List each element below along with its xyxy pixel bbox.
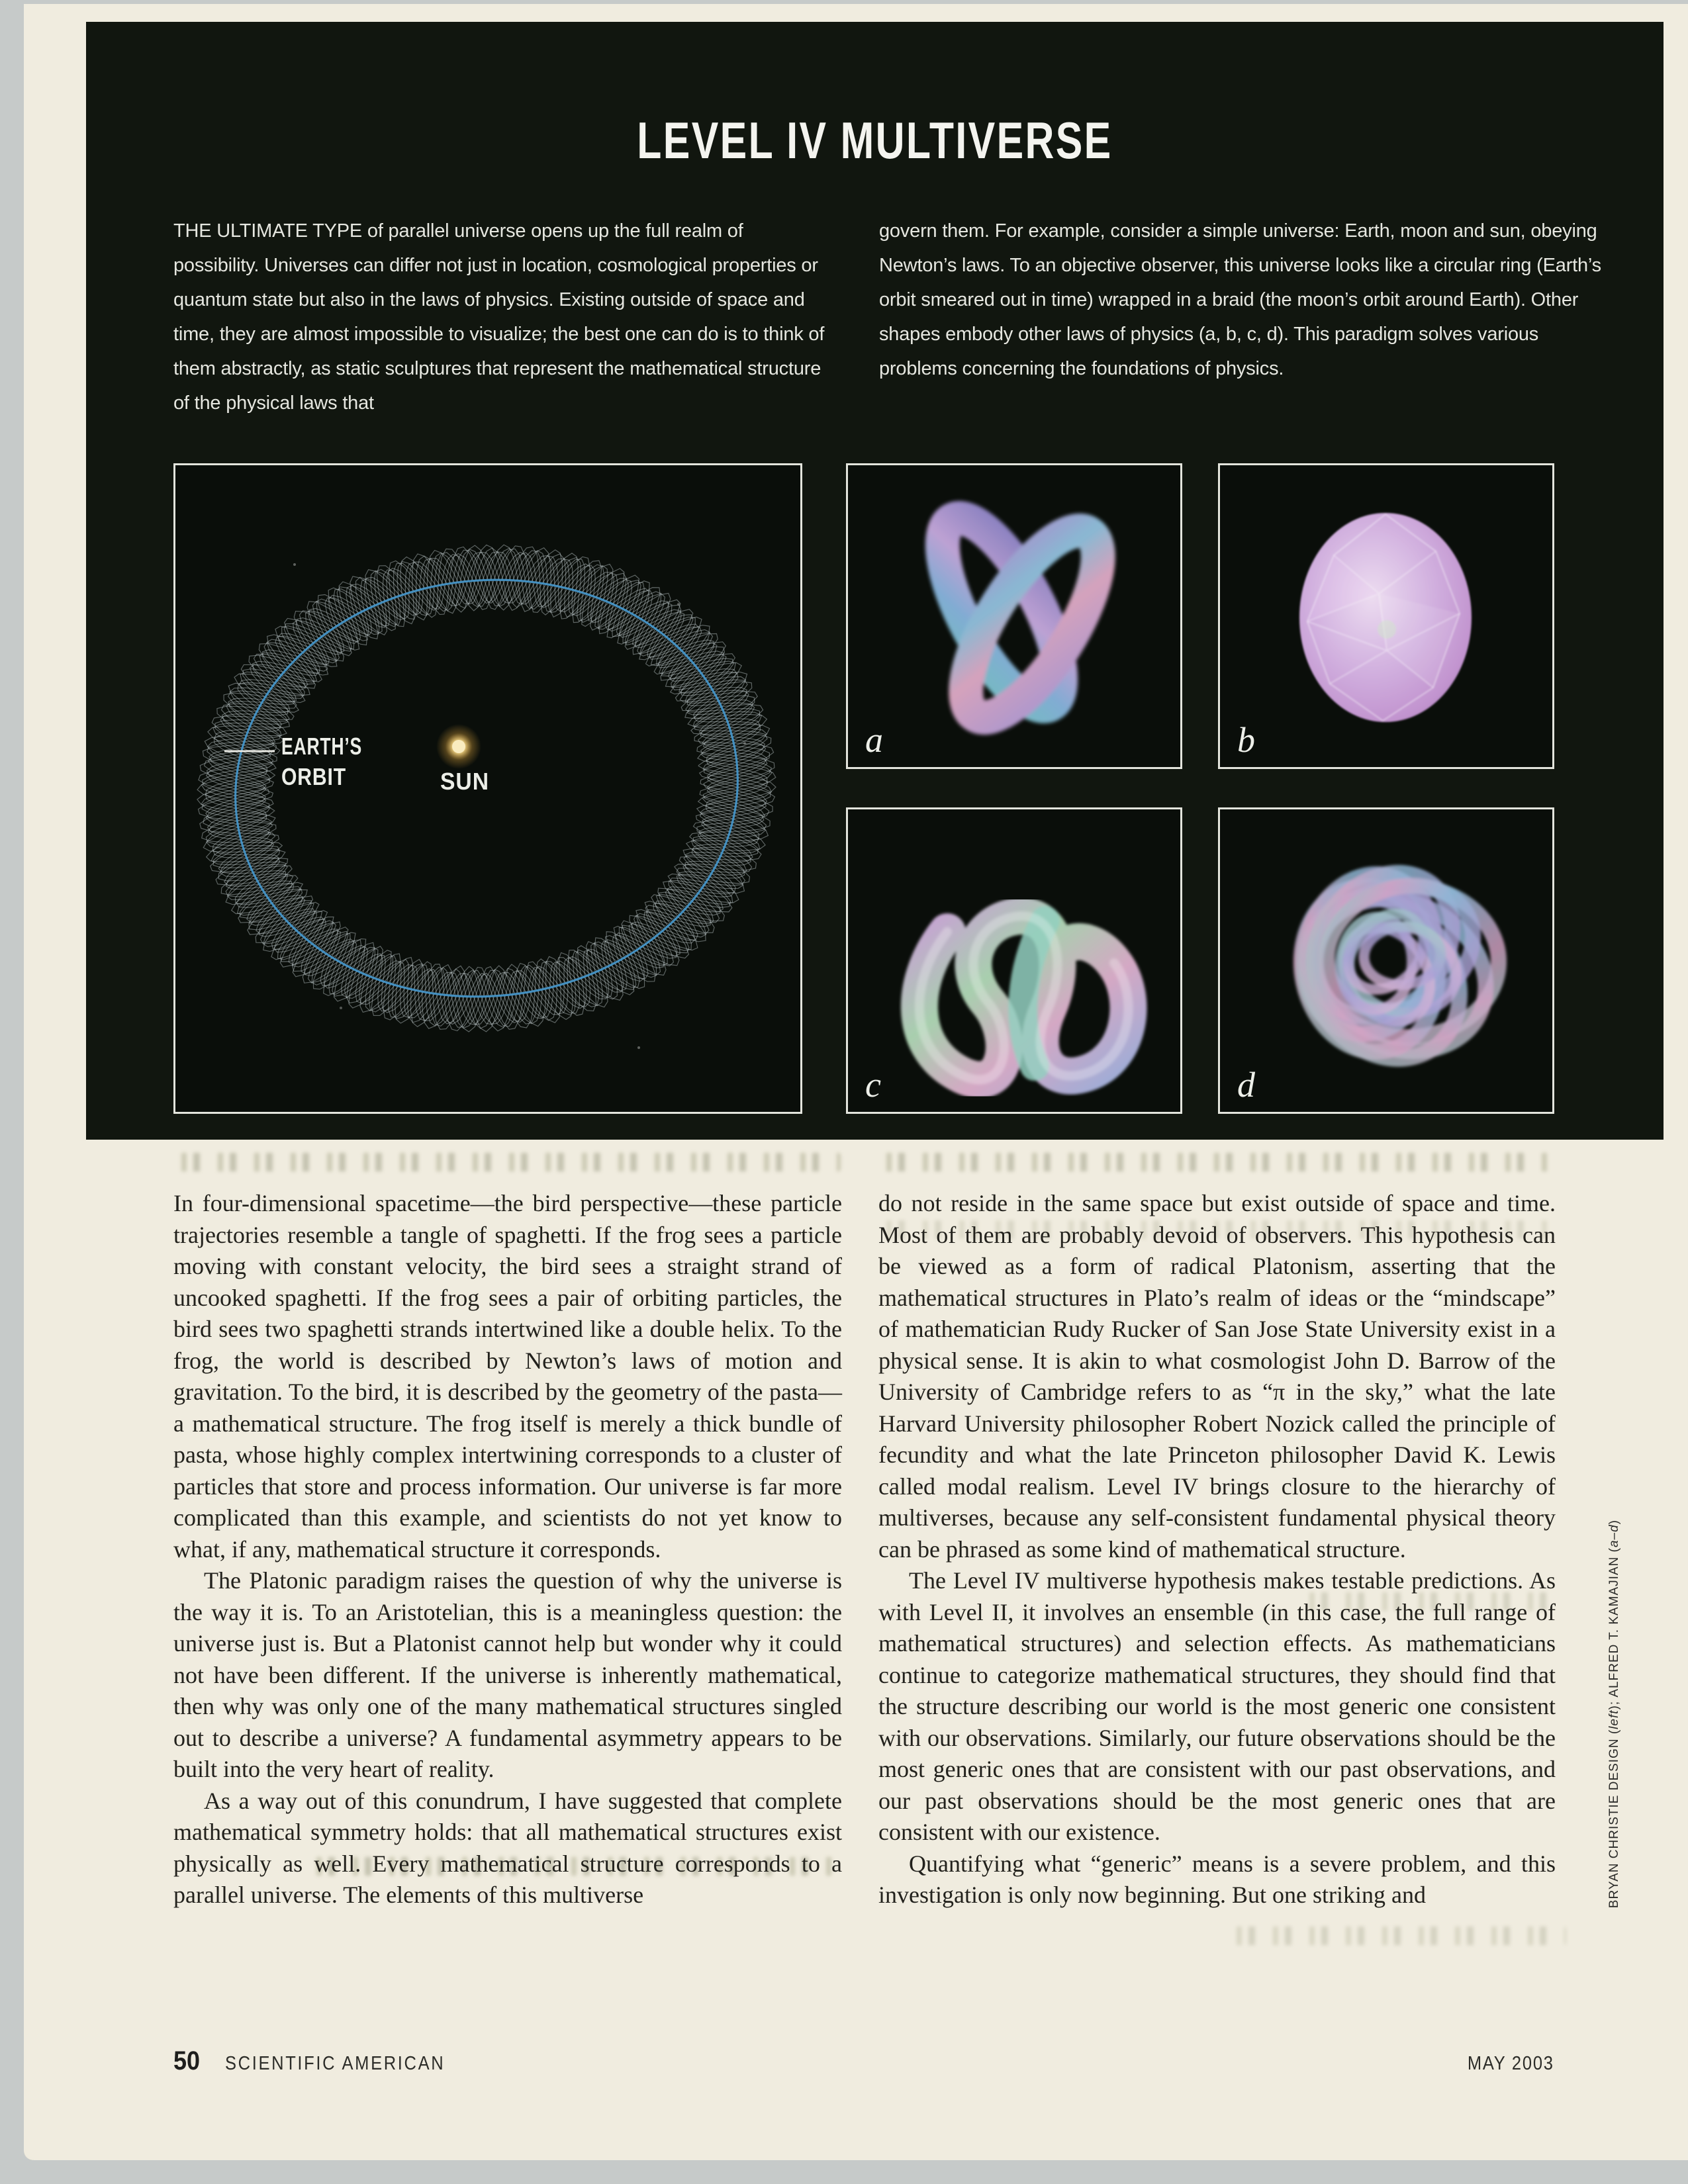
credit-text: ); ALFRED T. KAMAJIAN ( bbox=[1607, 1547, 1621, 1710]
earths-orbit-label-line2: ORBIT bbox=[281, 763, 346, 790]
structure-panel-d bbox=[1218, 807, 1554, 1114]
spacetime-braid-figure bbox=[173, 463, 802, 1114]
print-bleed-artifact bbox=[1229, 1927, 1566, 1945]
body-paragraph: The Level IV multiverse hypothesis makes testable predictions. As with Level II, it involves an ensemble (in this case, the full range of mathematical structures) and selection effects. As mathematicians continue to categorize mathematical structures, they should find that the structure describing our world is the most generic one consistent with our observations. Similarly, our future observations should be the most generic ones that are consistent with our past observations, and our past observations should be the most generic ones that are consistent with our existence. bbox=[878, 1567, 1556, 1845]
body-paragraph: In four-dimensional spacetime—the bird perspective—these particle trajectories resemble a tangle of spaghetti. If the frog sees a particle moving with constant velocity, the bird sees a straight strand of uncooked spaghetti. If the frog sees a pair of orbiting particles, the bird sees two spaghetti strands intertwined like a double helix. To the frog, the world is described by Newton’s laws of motion and gravitation. To the bird, it is described by the geometry of the pasta—a mathematical structure. The frog itself is merely a thick bundle of pasta, whose highly complex intertwining corresponds to a cluster of particles that store and process information. Our universe is far more complicated than this example, and scientists do not yet know to what, if any, mathematical structure it corresponds. bbox=[173, 1190, 842, 1563]
body-left-column bbox=[173, 1188, 842, 1911]
page-title bbox=[86, 111, 1664, 169]
panel-label-d: d bbox=[1237, 1065, 1255, 1105]
structure-a-image bbox=[848, 465, 1180, 767]
structure-b-image bbox=[1220, 465, 1552, 767]
structure-panel-c bbox=[846, 807, 1182, 1114]
credit-text: BRYAN CHRISTIE DESIGN ( bbox=[1607, 1729, 1621, 1909]
structure-c-image bbox=[848, 809, 1180, 1112]
magazine-page bbox=[24, 4, 1688, 2160]
structure-panel-b bbox=[1218, 463, 1554, 769]
panel-label-b: b bbox=[1237, 720, 1255, 760]
credit-text: ) bbox=[1607, 1520, 1621, 1525]
panel-label-c: c bbox=[865, 1065, 881, 1105]
earths-orbit-label-line1: EARTH’S bbox=[281, 733, 362, 760]
credit-text-italic: a–d bbox=[1607, 1524, 1621, 1548]
credit-text-italic: left bbox=[1607, 1709, 1621, 1729]
body-paragraph: do not reside in the same space but exist outside of space and time. Most of them are probably devoid of observers. This hypothesis can be viewed as a form of radical Platonism, asserting that the mathematical structures in Plato’s realm of ideas or the “mindscape” of mathematician Rudy Rucker of San Jose State University exist in a physical sense. It is akin to what cosmologist John D. Barrow of the University of Cambridge refers to as “π in the sky,” what the late Harvard University philosopher Robert Nozick called the principle of fecundity and what the late Princeton philosopher David K. Lewis called modal realism. Level IV brings closure to the hierarchy of multiverses, because any self-consistent fundamental physical theory can be phrased as some kind of mathematical structure. bbox=[878, 1190, 1556, 1563]
sun-icon bbox=[452, 740, 465, 753]
sun-label: SUN bbox=[440, 768, 489, 795]
structure-panel-a bbox=[846, 463, 1182, 769]
structure-d-image bbox=[1220, 809, 1552, 1112]
page-title-text: LEVEL IV MULTIVERSE bbox=[637, 111, 1113, 169]
issue-date: MAY 2003 bbox=[1468, 2053, 1554, 2074]
panel-label-a: a bbox=[865, 720, 883, 760]
print-bleed-artifact bbox=[878, 1153, 1554, 1171]
magazine-name: SCIENTIFIC AMERICAN bbox=[225, 2053, 445, 2074]
level-iv-multiverse-panel bbox=[86, 22, 1664, 1140]
intro-right-column: govern them. For example, consider a simple universe: Earth, moon and sun, obeying Newton’s laws. To an objective observer, this universe looks like a circular ring (Earth’s orbit smeared out in time) wrapped in a braid (the moon’s orbit around Earth). Other shapes embody other laws of physics (a, b, c, d). This paradigm solves various problems concerning the foundations of physics. bbox=[879, 220, 1601, 379]
illustration-credit bbox=[1607, 1520, 1622, 1908]
print-bleed-artifact bbox=[173, 1153, 841, 1171]
intro-left-column: THE ULTIMATE TYPE of parallel universe opens up the full realm of possibility. Universes can differ not just in location, cosmological properties or quantum state but also in the laws of physics. Existing outside of space and time, they are almost impossible to visualize; the best one can do is to think of them abstractly, as static sculptures that represent the mathematical structure of the physical laws that bbox=[173, 220, 825, 414]
page-number: 50 bbox=[173, 2046, 201, 2075]
body-paragraph: As a way out of this conundrum, I have suggested that complete mathematical symmetry holds: that all mathematical structures exist physically as well. Every mathematical structure corresponds to a parallel universe. The elements of this multiverse bbox=[173, 1787, 842, 1908]
vortex-rings bbox=[1275, 845, 1512, 1089]
body-right-column bbox=[878, 1188, 1556, 1911]
body-paragraph: The Platonic paradigm raises the question of why the universe is the way it is. To an Aristotelian, this is a meaningless question: the universe just is. But a Platonist cannot help but wonder why it could not have been different. If the universe is inherently mathematical, then why was only one of the many mathematical structures singled out to describe a universe? A fundamental asymmetry appears to be built into the very heart of reality. bbox=[173, 1567, 842, 1782]
braid-illustration bbox=[175, 465, 800, 1112]
body-paragraph: Quantifying what “generic” means is a severe problem, and this investigation is only now beginning. But one striking and bbox=[878, 1850, 1556, 1908]
